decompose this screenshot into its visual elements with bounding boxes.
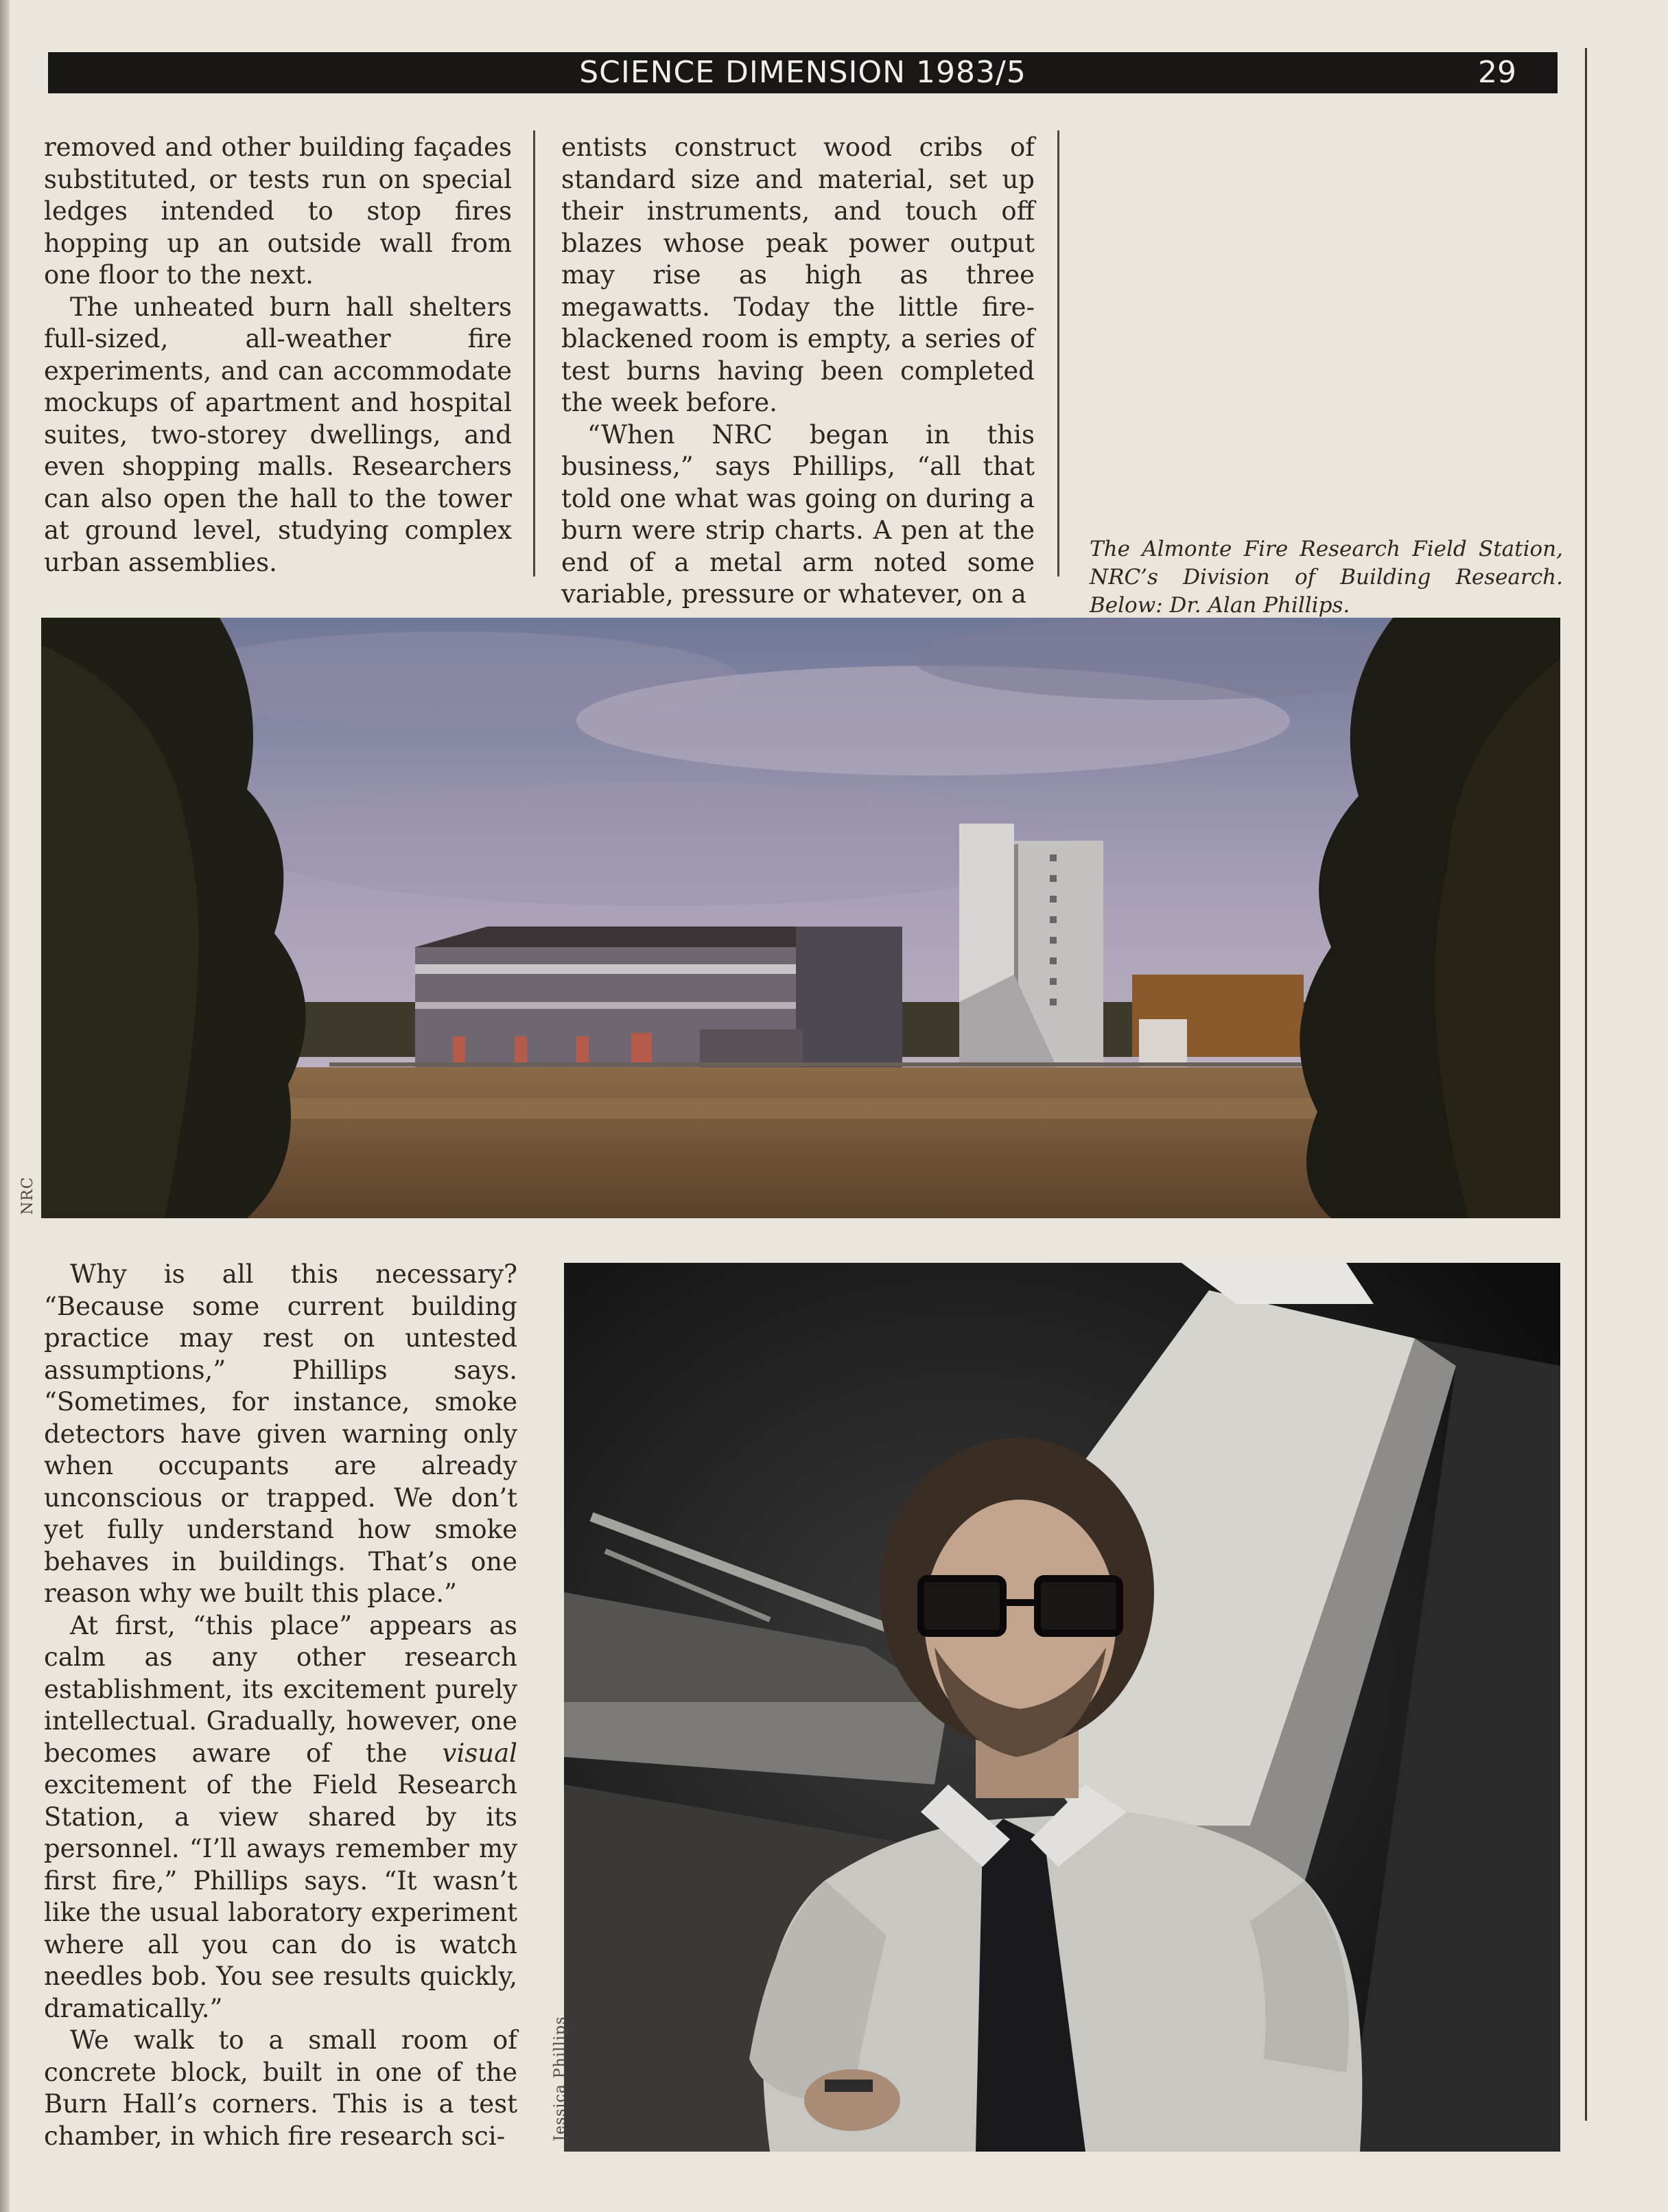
emphasis-text: visual — [442, 1738, 517, 1768]
publication-title: SCIENCE DIMENSION 1983/5 — [579, 55, 1026, 90]
column-divider — [533, 130, 535, 577]
running-header — [48, 52, 1558, 93]
paragraph: removed and other building façades substituted, or tests run on special ledges intended to stop fires hopping up an outside wall from one floor to the next. — [44, 132, 512, 290]
page-right-rule — [1585, 48, 1587, 2121]
paragraph — [44, 1610, 517, 2025]
paragraph-text: At first, “this place” appears as calm as any other research establishment, its excitement purely intellectual. Gradually, however, one becomes aware of the — [44, 1610, 517, 1768]
photo-credit-landscape: NRC — [19, 1176, 36, 1215]
paragraph-text: excitement of the Field Research Station, a view shared by its personnel. “I’ll aways remember my first fire,” Phillips says. “It wasn’t like the usual laboratory experiment where all you can do is watch needles bob. You see results quickly, dramatically.” — [44, 1770, 517, 2023]
column-1-top — [44, 132, 512, 579]
paragraph: entists construct wood cribs of standard size and material, set up their instruments, and touch off blazes whose peak power output may rise as high as three megawatts. Today the little fire-blackened room is empty, a series of test burns having been completed the week before. — [561, 132, 1035, 417]
column-2-top — [561, 132, 1035, 611]
paragraph: “When NRC began in this business,” says Phillips, “all that told one what was going on during a burn were strip charts. A pen at the end of a metal arm noted some variable, pressure or whatever, on a — [561, 419, 1035, 609]
column-1-bottom — [44, 1259, 517, 2152]
paragraph: Why is all this necessary? “Because some current building practice may rest on untested assumptions,” Phillips says. “Sometimes, for instance, smoke detectors have given warning only when occupants are already unconscious or trapped. We don’t yet fully understand how smoke behaves in buildings. That’s one reason why we built this place.” — [44, 1259, 517, 1608]
alan-phillips-portrait — [564, 1263, 1560, 2152]
page-number: 29 — [1478, 55, 1516, 90]
photo-credit-portrait: Jessica Phillips — [552, 2016, 569, 2141]
page-binding-edge — [0, 0, 10, 2212]
photo-caption: The Almonte Fire Research Field Station, NRC’s Division of Building Research. Below: Dr. Alan Phillips. — [1090, 537, 1563, 618]
fire-research-station-photo — [41, 618, 1560, 1218]
paragraph: We walk to a small room of concrete block, built in one of the Burn Hall’s corners. This is a test chamber, in which fire research sci- — [44, 2025, 517, 2151]
paragraph: The unheated burn hall shelters full-sized, all-weather fire experiments, and can accommodate mockups of apartment and hospital suites, two-storey dwellings, and even shopping malls. Researchers can also open the hall to the tower at ground level, studying complex urban assemblies. — [44, 292, 512, 577]
column-divider — [1057, 130, 1059, 577]
